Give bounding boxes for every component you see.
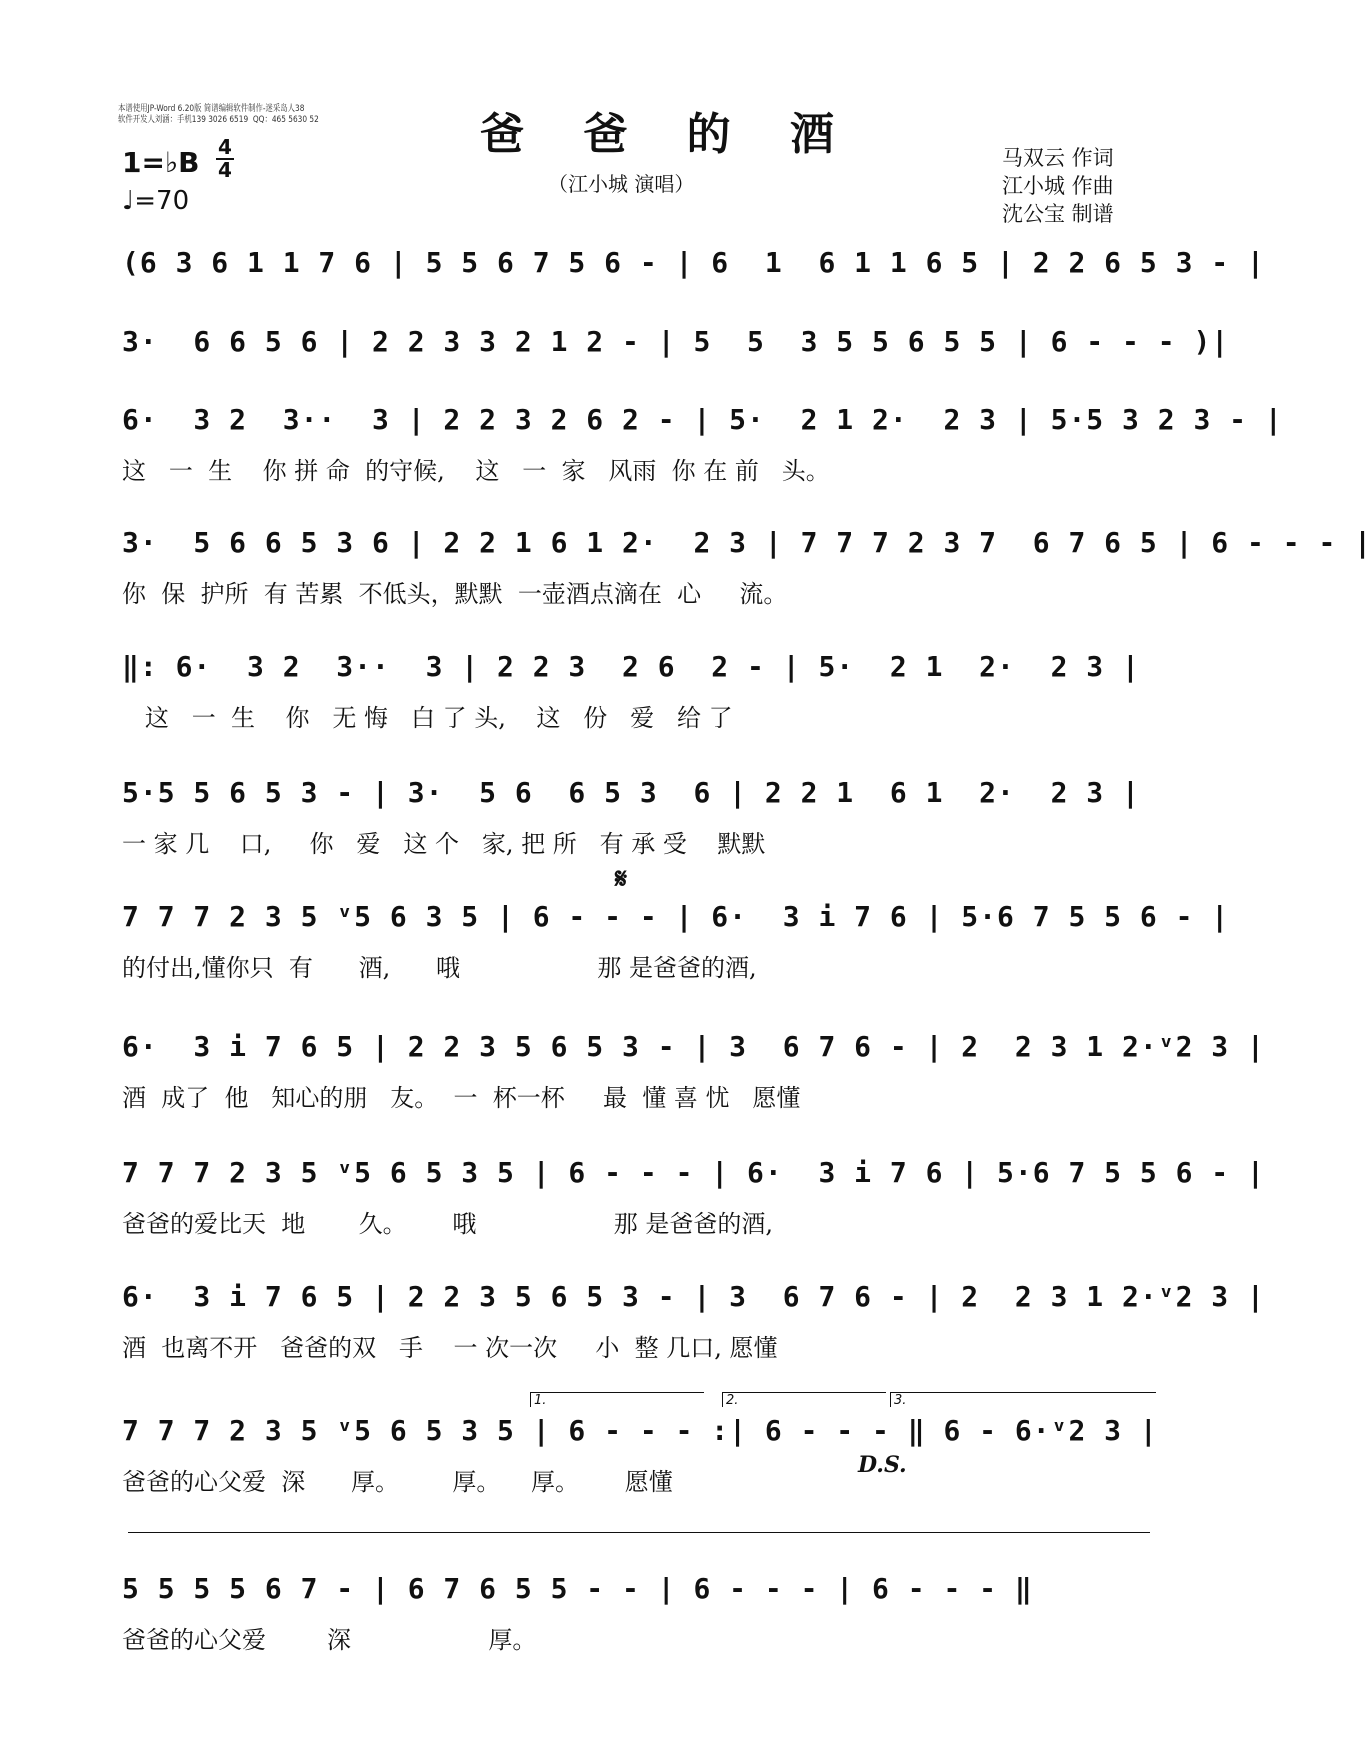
lyrics-line: 这 一 生 你 无 悔 白 了 头, 这 份 爱 给 了 <box>122 704 733 732</box>
key-signature: 1=♭B <box>122 146 200 179</box>
notes-line: 3· 5 6 6 5 3 6 | 2 2 1 6 1 2· 2 3 | 7 7 7 2 3 7 6 7 6 5 | 6 - - - | <box>122 526 1372 559</box>
composer-credit: 江小城 作曲 <box>1002 174 1114 198</box>
notes-line: (6 3 6 1 1 7 6 | 5 5 6 7 5 6 - | 6 1 6 1 1 6 5 | 2 2 6 5 3 - | <box>122 246 1265 279</box>
lyricist-credit: 马双云 作词 <box>1002 146 1114 170</box>
singer-credit: （江小城 演唱） <box>548 172 695 196</box>
lyrics-line: 酒 也离不开 爸爸的双 手 一 次一次 小 整 几口, 愿懂 <box>122 1334 778 1362</box>
time-signature-bottom: 4 <box>218 158 232 182</box>
notes-line: 6· 3 i 7 6 5 | 2 2 3 5 6 5 3 - | 3 6 7 6 - | 2 2 3 1 2·ᵛ2 3 | <box>122 1030 1265 1063</box>
notes-line: 6· 3 i 7 6 5 | 2 2 3 5 6 5 3 - | 3 6 7 6 - | 2 2 3 1 2·ᵛ2 3 | <box>122 1280 1265 1313</box>
software-note: 本谱使用JP-Word 6.20版 简谱编辑软件制作-迷采岛人38 软件开发人刘涵：手机139 3026 6519 QQ：465 5630 52 <box>118 104 319 125</box>
segno-mark: 𝄋 <box>615 862 628 895</box>
coda-rule <box>128 1532 1150 1533</box>
lyrics-line: 的付出,懂你只 有 酒, 哦 那 是爸爸的酒, <box>122 954 757 982</box>
lyrics-line: 这 一 生 你 拼 命 的守候, 这 一 家 风雨 你 在 前 头。 <box>122 457 830 485</box>
notes-line: 7 7 7 2 3 5 ᵛ5 6 5 3 5 | 6 - - - | 6· 3 i 7 6 | 5·6 7 5 5 6 - | <box>122 1156 1265 1189</box>
lyrics-line: 一 家 几 口, 你 爱 这 个 家, 把 所 有 承 受 默默 <box>122 830 766 858</box>
lyrics-line: 爸爸的心父爱 深 厚。 <box>122 1626 537 1654</box>
arranger-credit: 沈公宝 制谱 <box>1002 202 1114 226</box>
notes-line: 7 7 7 2 3 5 ᵛ5 6 3 5 | 6 - - - | 6· 3 i 7 6 | 5·6 7 5 5 6 - | <box>122 900 1230 933</box>
time-signature <box>216 135 234 182</box>
notes-line: 5 5 5 5 6 7 - | 6 7 6 5 5 - - | 6 - - - | 6 - - - ‖ <box>122 1572 1033 1605</box>
song-title: 爸 爸 的 酒 <box>480 109 856 160</box>
lyrics-line: 酒 成了 他 知心的朋 友。 一 杯一杯 最 懂 喜 忧 愿懂 <box>122 1084 801 1112</box>
notes-line: ‖: 6· 3 2 3·· 3 | 2 2 3 2 6 2 - | 5· 2 1 2· 2 3 | <box>122 650 1140 683</box>
notes-line: 7 7 7 2 3 5 ᵛ5 6 5 3 5 | 6 - - - :| 6 - - - ‖ 6 - 6·ᵛ2 3 | <box>122 1414 1158 1447</box>
lyrics-line: 爸爸的心父爱 深 厚。 厚。 厚。 愿懂 <box>122 1468 673 1496</box>
credits <box>1002 144 1114 228</box>
lyrics-line: 你 保 护所 有 苦累 不低头，默默 一壶酒点滴在 心 流。 <box>122 580 788 608</box>
volta-3: 3. <box>890 1392 1156 1407</box>
notes-line: 3· 6 6 5 6 | 2 2 3 3 2 1 2 - | 5 5 3 5 5 6 5 5 | 6 - - - )| <box>122 325 1230 358</box>
notes-line: 5·5 5 6 5 3 - | 3· 5 6 6 5 3 6 | 2 2 1 6 1 2· 2 3 | <box>122 776 1140 809</box>
lyrics-line: 爸爸的爱比天 地 久。 哦 那 是爸爸的酒, <box>122 1210 774 1238</box>
volta-2: 2. <box>722 1392 886 1407</box>
ds-mark: D.S. <box>858 1452 907 1478</box>
volta-1: 1. <box>530 1392 704 1407</box>
notes-line: 6· 3 2 3·· 3 | 2 2 3 2 6 2 - | 5· 2 1 2· 2 3 | 5·5 3 2 3 - | <box>122 403 1283 436</box>
time-signature-top: 4 <box>218 135 232 159</box>
tempo-marking: ♩=70 <box>122 186 190 216</box>
